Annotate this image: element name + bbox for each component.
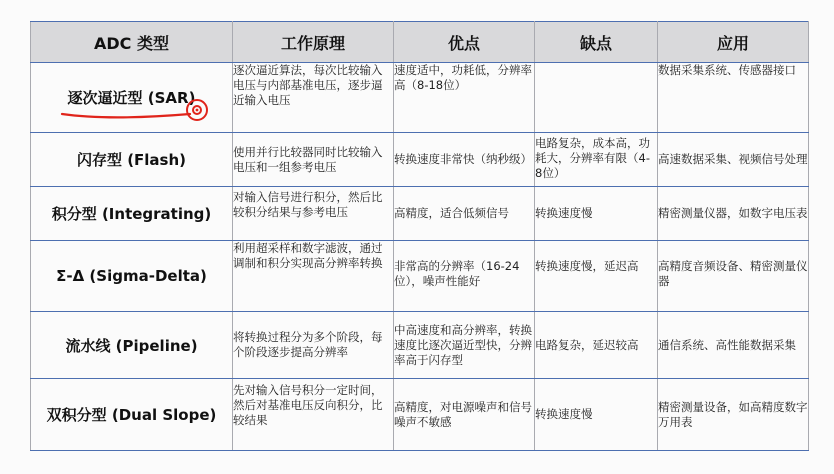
adc-type-cell: 流水线 (Pipeline) [31, 312, 233, 379]
apps-cell: 精密测量设备，如高精度数字万用表 [658, 379, 809, 451]
table-row [31, 312, 809, 379]
cons-cell [535, 63, 658, 133]
header-row [31, 22, 809, 63]
table-row [31, 133, 809, 187]
header-cons: 缺点 [535, 22, 658, 63]
apps-cell: 高精度音频设备、精密测量仪器 [658, 241, 809, 312]
adc-comparison-table [30, 21, 809, 451]
cons-cell: 转换速度慢 [535, 187, 658, 241]
cons-cell: 转换速度慢，延迟高 [535, 241, 658, 312]
cons-cell: 转换速度慢 [535, 379, 658, 451]
pros-cell: 高精度，适合低频信号 [394, 187, 535, 241]
principle-cell: 逐次逼近算法，每次比较输入电压与内部基准电压，逐步逼近输入电压 [233, 63, 394, 133]
table-row [31, 187, 809, 241]
apps-cell: 通信系统、高性能数据采集 [658, 312, 809, 379]
adc-type-cell: Σ-Δ (Sigma-Delta) [31, 241, 233, 312]
pros-cell: 非常高的分辨率（16-24位），噪声性能好 [394, 241, 535, 312]
apps-cell: 精密测量仪器，如数字电压表 [658, 187, 809, 241]
pros-cell: 中高速度和高分辨率，转换速度比逐次逼近型快，分辨率高于闪存型 [394, 312, 535, 379]
principle-cell: 对输入信号进行积分，然后比较积分结果与参考电压 [233, 187, 394, 241]
apps-cell: 高速数据采集、视频信号处理 [658, 133, 809, 187]
adc-type-cell: 双积分型 (Dual Slope) [31, 379, 233, 451]
apps-cell: 数据采集系统、传感器接口 [658, 63, 809, 133]
pros-cell: 速度适中，功耗低，分辨率高（8-18位） [394, 63, 535, 133]
principle-cell: 使用并行比较器同时比较输入电压和一组参考电压 [233, 133, 394, 187]
pros-cell: 转换速度非常快（纳秒级） [394, 133, 535, 187]
principle-cell: 将转换过程分为多个阶段，每个阶段逐步提高分辨率 [233, 312, 394, 379]
adc-type-cell: 逐次逼近型 (SAR) [31, 63, 233, 133]
table-row [31, 63, 809, 133]
adc-type-cell: 积分型 (Integrating) [31, 187, 233, 241]
cons-cell: 电路复杂，延迟较高 [535, 312, 658, 379]
header-pros: 优点 [394, 22, 535, 63]
principle-cell: 先对输入信号积分一定时间，然后对基准电压反向积分，比较结果 [233, 379, 394, 451]
cons-cell: 电路复杂，成本高，功耗大，分辨率有限（4-8位） [535, 133, 658, 187]
header-type: ADC 类型 [31, 22, 233, 63]
adc-type-cell: 闪存型 (Flash) [31, 133, 233, 187]
header-principle: 工作原理 [233, 22, 394, 63]
table-row [31, 379, 809, 451]
principle-cell: 利用超采样和数字滤波，通过调制和积分实现高分辨率转换 [233, 241, 394, 312]
pros-cell: 高精度，对电源噪声和信号噪声不敏感 [394, 379, 535, 451]
header-apps: 应用 [658, 22, 809, 63]
table-row [31, 241, 809, 312]
